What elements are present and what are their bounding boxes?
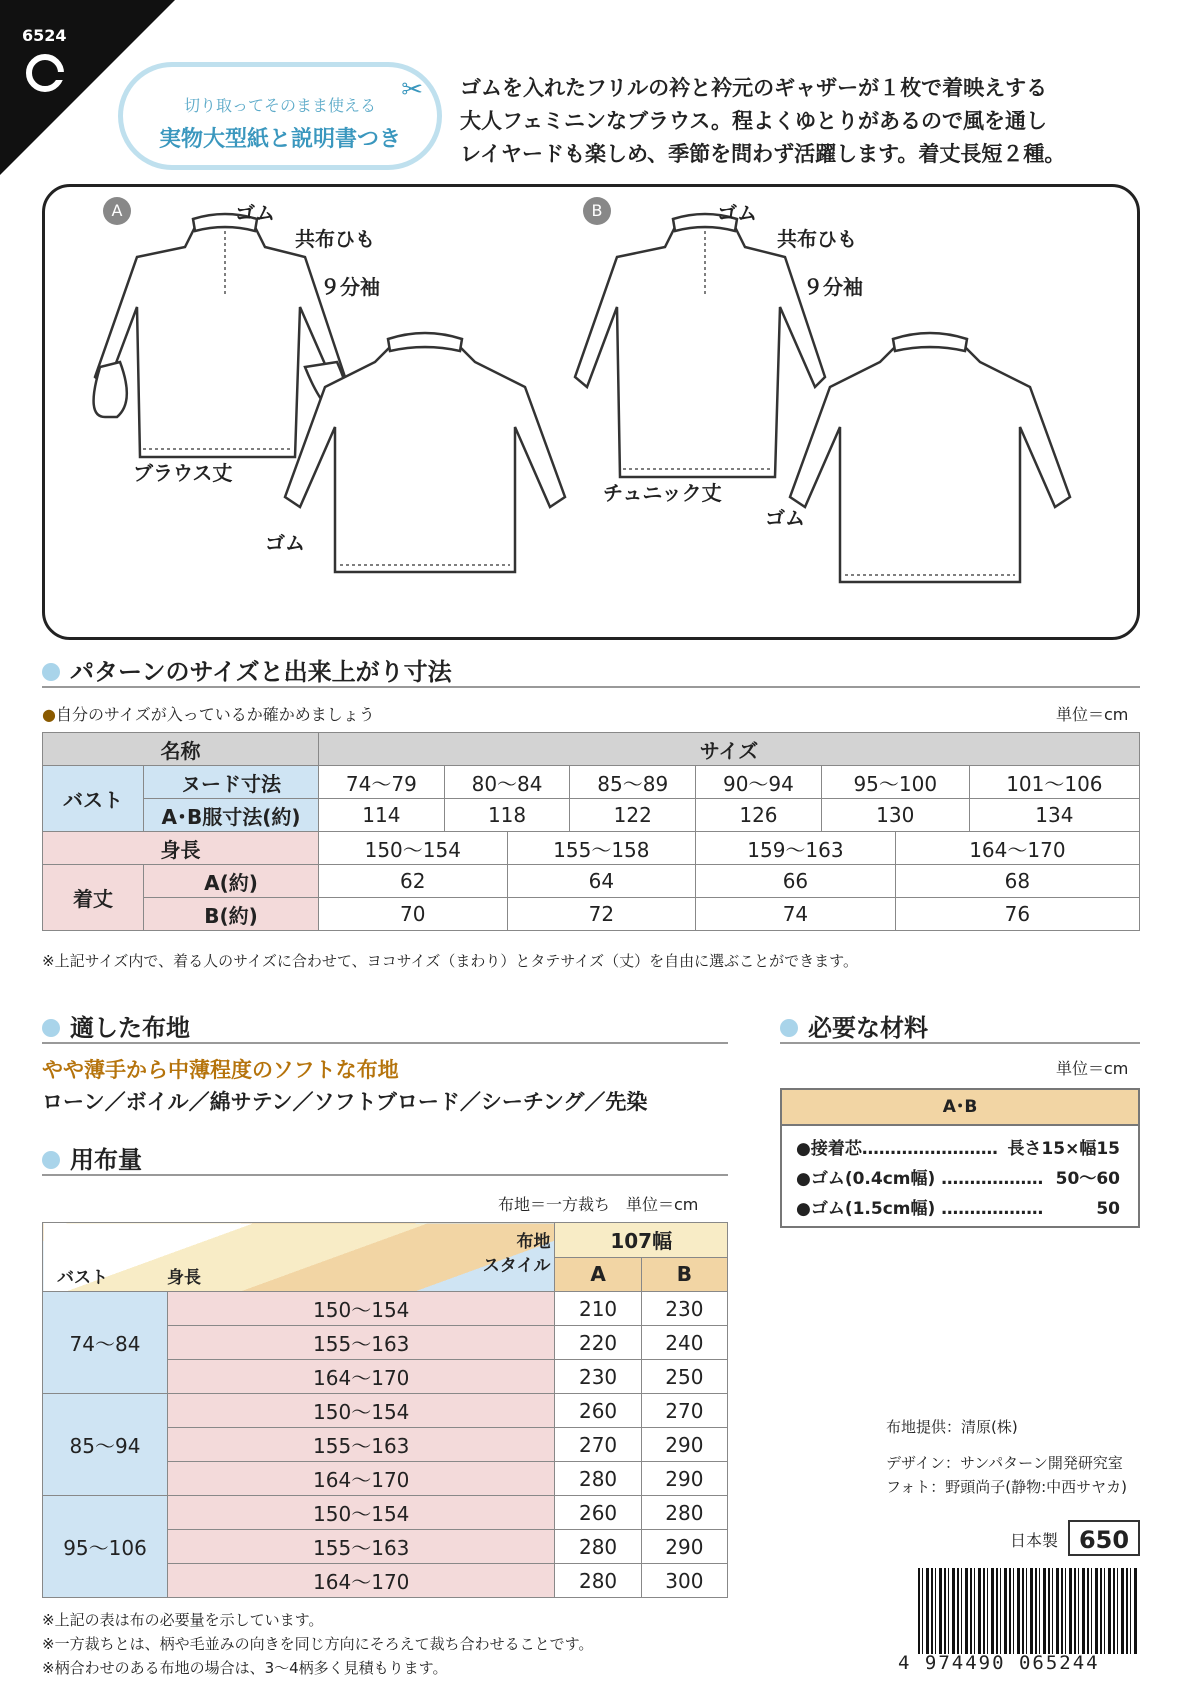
table-cell: 260 — [555, 1394, 641, 1428]
height-cell: 150〜154 — [168, 1496, 555, 1530]
note-line: ※一方裁ちとは、柄や毛並みの向きを同じ方向にそろえて裁ち合わせることです。 — [42, 1635, 594, 1653]
table-cell: 220 — [555, 1326, 641, 1360]
material-value: 50〜60 — [1055, 1169, 1120, 1189]
materials-section-title — [780, 1008, 928, 1043]
height-cell: 150〜154 — [168, 1394, 555, 1428]
himo-label: 共布ひも — [295, 227, 375, 251]
table-cell: 118 — [444, 799, 570, 832]
table-cell: 126 — [696, 799, 822, 832]
table-cell: 66 — [696, 865, 896, 898]
table-cell: 95〜100 — [821, 766, 969, 799]
note-line: ※柄合わせのある布地の場合は、3〜4柄多く見積もります。 — [42, 1659, 448, 1677]
table-cell: 300 — [641, 1564, 727, 1598]
section-title-text: パターンのサイズと出来上がり寸法 — [70, 658, 452, 686]
yardage-section-title — [42, 1140, 142, 1175]
table-cell: 70 — [319, 898, 508, 931]
table-cell: 230 — [555, 1360, 641, 1394]
size-table — [42, 732, 1140, 931]
table-cell: 72 — [507, 898, 696, 931]
tunic-b-back — [790, 333, 1070, 582]
a-label: A(約) — [144, 865, 319, 898]
material-value: 長さ15×幅15 — [1007, 1139, 1120, 1159]
badge-line1: 切り取ってそのまま使える — [183, 96, 376, 115]
note-text: 自分のサイズが入っているか確かめましょう — [55, 705, 375, 724]
materials-box — [780, 1088, 1140, 1228]
table-cell: 270 — [555, 1428, 641, 1462]
fabric-section-title — [42, 1008, 190, 1043]
bullet-icon — [42, 663, 60, 681]
table-cell: 155〜158 — [507, 832, 696, 865]
height-label: 身長 — [43, 832, 319, 865]
bullet-icon — [42, 1151, 60, 1169]
corner-style: スタイル — [482, 1256, 551, 1276]
material-value: 50 — [1096, 1199, 1120, 1219]
table-cell: 280 — [555, 1462, 641, 1496]
table-cell: 260 — [555, 1496, 641, 1530]
bust-group: 95〜106 — [43, 1496, 168, 1598]
height-cell: 164〜170 — [168, 1462, 555, 1496]
barcode-number: 4 974490 065244 — [898, 1652, 1100, 1674]
materials-header: A･B — [782, 1090, 1138, 1126]
sleeve-label: ９分袖 — [320, 275, 380, 299]
table-cell: 62 — [319, 865, 508, 898]
width-header: 107幅 — [555, 1223, 728, 1258]
bust-group: 85〜94 — [43, 1394, 168, 1496]
intro-line: 大人フェミニンなブラウス。程よくゆとりがあるので風を通し — [460, 109, 1047, 133]
height-cell: 164〜170 — [168, 1360, 555, 1394]
intro-text — [460, 72, 1160, 171]
material-item — [782, 1134, 1138, 1164]
scissors-icon: ✂ — [401, 75, 423, 105]
note-line: ※上記の表は布の必要量を示しています。 — [42, 1611, 324, 1629]
gomu-label: ゴム — [235, 201, 275, 225]
material-item — [782, 1194, 1138, 1224]
corner-height: 身長 — [167, 1268, 201, 1288]
bullet-icon: ● — [42, 705, 56, 724]
pattern-code: 6524 — [22, 26, 67, 45]
table-cell: 230 — [641, 1292, 727, 1326]
price-box: 650 — [1068, 1520, 1140, 1556]
intro-line: ゴムを入れたフリルの衿と衿元のギャザーが１枚で着映えする — [460, 76, 1048, 100]
table-cell: 64 — [507, 865, 696, 898]
garment-label: A･B服寸法(約) — [144, 799, 319, 832]
material-name: ●接着芯…………………… — [796, 1139, 998, 1159]
badge-line2: 実物大型紙と説明書つき — [158, 127, 401, 152]
materials-unit: 単位＝cm — [1056, 1059, 1129, 1078]
sleeve-label: ９分袖 — [803, 275, 863, 299]
gomu-label: ゴム — [717, 201, 757, 225]
table-cell: 164〜170 — [895, 832, 1139, 865]
table-cell: 210 — [555, 1292, 641, 1326]
material-name: ●ゴム(1.5cm幅) ……………… — [796, 1199, 1044, 1219]
table-cell: 280 — [555, 1564, 641, 1598]
tunic-b-front — [575, 214, 825, 477]
divider — [42, 1174, 728, 1176]
table-cell: 290 — [641, 1462, 727, 1496]
header-size: サイズ — [319, 733, 1140, 766]
bust-label: バスト — [43, 766, 144, 832]
table-cell: 130 — [821, 799, 969, 832]
pattern-badge — [118, 62, 442, 170]
header-name: 名称 — [43, 733, 319, 766]
garment-illustrations — [45, 187, 1137, 637]
b-label: B(約) — [144, 898, 319, 931]
table-cell: 250 — [641, 1360, 727, 1394]
height-cell: 155〜163 — [168, 1428, 555, 1462]
intro-line: レイヤードも楽しめ、季節を問わず活躍します。着丈長短２種。 — [460, 142, 1066, 166]
himo-label: 共布ひも — [777, 227, 857, 251]
table-cell: 150〜154 — [319, 832, 508, 865]
length-label: ブラウス丈 — [133, 461, 233, 485]
made-in: 日本製 — [1010, 1531, 1059, 1550]
table-cell: 159〜163 — [696, 832, 896, 865]
table-cell: 80〜84 — [444, 766, 570, 799]
gomu-label: ゴム — [265, 531, 305, 555]
table-cell: 290 — [641, 1428, 727, 1462]
fabric-subtitle: やや薄手から中薄程度のソフトな布地 — [42, 1058, 399, 1082]
height-cell: 155〜163 — [168, 1530, 555, 1564]
table-cell: 240 — [641, 1326, 727, 1360]
brand-logo-icon — [26, 54, 64, 92]
table-cell: 114 — [319, 799, 445, 832]
section-title-text: 必要な材料 — [808, 1014, 928, 1042]
size-footnote: ※上記サイズ内で、着る人のサイズに合わせて、ヨコサイズ（まわり）とタテサイズ（丈）を自由に選ぶことができます。 — [42, 952, 858, 970]
height-cell: 164〜170 — [168, 1564, 555, 1598]
table-cell: 74 — [696, 898, 896, 931]
table-cell: 76 — [895, 898, 1139, 931]
size-note — [42, 702, 375, 725]
illustration-panel — [42, 184, 1140, 640]
table-cell: 290 — [641, 1530, 727, 1564]
gomu-label: ゴム — [765, 506, 805, 530]
material-item — [782, 1164, 1138, 1194]
section-title-text: 適した布地 — [70, 1014, 190, 1042]
table-cell: 90〜94 — [696, 766, 822, 799]
table-cell: 122 — [570, 799, 696, 832]
corner-bust: バスト — [57, 1268, 108, 1288]
divider — [42, 1042, 728, 1044]
corner-fabric: 布地 — [516, 1232, 551, 1252]
yardage-notes — [42, 1608, 593, 1680]
table-cell: 68 — [895, 865, 1139, 898]
credit-design: デザイン：サンパターン開発研究室 — [886, 1454, 1123, 1472]
bullet-icon — [780, 1019, 798, 1037]
length-label: チュニック丈 — [603, 481, 722, 505]
bullet-icon — [42, 1019, 60, 1037]
divider — [42, 686, 1140, 688]
divider — [780, 1042, 1140, 1044]
credit-photo: フォト：野頭尚子(静物:中西サヤカ) — [886, 1478, 1128, 1496]
fabric-list: ローン／ボイル／綿サテン／ソフトブロード／シーチング／先染 — [42, 1090, 648, 1114]
bust-group: 74〜84 — [43, 1292, 168, 1394]
height-cell: 150〜154 — [168, 1292, 555, 1326]
size-section-title — [42, 652, 452, 687]
credit-fabric: 布地提供：清原(株) — [886, 1418, 1018, 1436]
table-cell: 85〜89 — [570, 766, 696, 799]
corner-header — [43, 1223, 555, 1292]
barcode-icon — [918, 1568, 1138, 1654]
material-name: ●ゴム(0.4cm幅) ……………… — [796, 1169, 1044, 1189]
style-header-a: A — [555, 1257, 641, 1292]
size-unit: 単位＝cm — [1056, 705, 1129, 724]
table-cell: 101〜106 — [969, 766, 1139, 799]
table-cell: 270 — [641, 1394, 727, 1428]
nude-label: ヌード寸法 — [144, 766, 319, 799]
table-cell: 74〜79 — [319, 766, 445, 799]
section-title-text: 用布量 — [70, 1146, 142, 1174]
height-cell: 155〜163 — [168, 1326, 555, 1360]
yardage-table — [42, 1222, 728, 1598]
table-cell: 280 — [555, 1530, 641, 1564]
style-a-badge: A — [103, 197, 131, 225]
length-label: 着丈 — [43, 865, 144, 931]
table-cell: 280 — [641, 1496, 727, 1530]
yardage-unit: 布地＝一方裁ち 単位＝cm — [498, 1195, 699, 1214]
style-b-badge: B — [583, 197, 611, 225]
style-header-b: B — [641, 1257, 727, 1292]
table-cell: 134 — [969, 799, 1139, 832]
